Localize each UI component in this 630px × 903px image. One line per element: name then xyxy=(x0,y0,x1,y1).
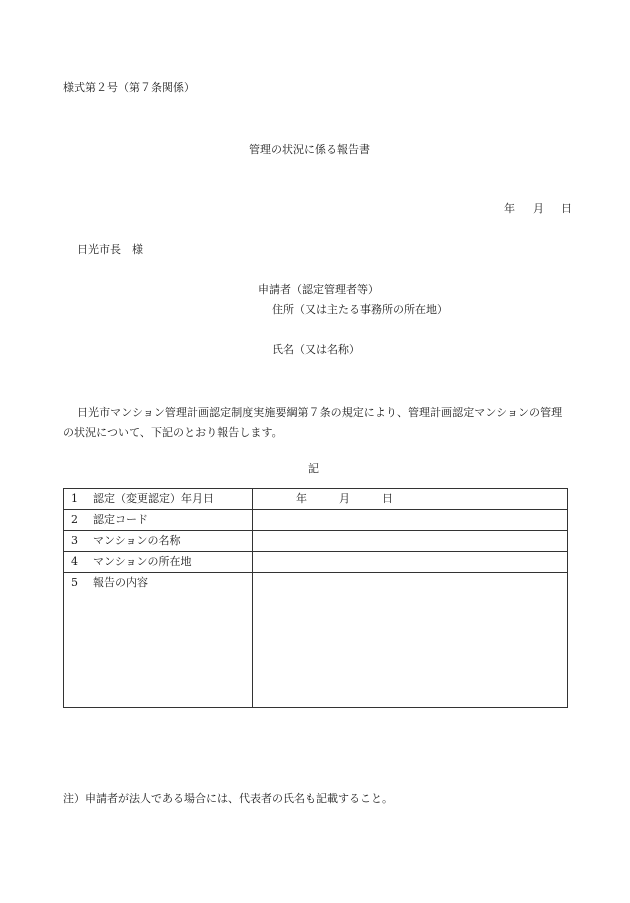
mansion-name-field[interactable] xyxy=(253,531,568,552)
ki-heading: 記 xyxy=(308,462,319,475)
row-label: 2 認定コード xyxy=(64,510,253,531)
date-line xyxy=(504,202,572,216)
certification-code-field[interactable] xyxy=(253,510,568,531)
date-month: 月 xyxy=(533,202,544,215)
row-label: 3 マンションの名称 xyxy=(64,531,253,552)
table-row xyxy=(64,573,568,708)
name-label: 氏名（又は名称） xyxy=(272,343,360,356)
body-text: 日光市マンション管理計画認定制度実施要綱第７条の規定により、管理計画認定マンションの管理の状況について、下記のとおり報告します。 xyxy=(63,406,563,439)
document-title: 管理の状況に係る報告書 xyxy=(249,143,370,156)
applicant-label: 申請者（認定管理者等） xyxy=(258,283,379,296)
certification-date-field[interactable]: 年 月 日 xyxy=(253,489,568,510)
row-label: 1 認定（変更認定）年月日 xyxy=(64,489,253,510)
row-label: 4 マンションの所在地 xyxy=(64,552,253,573)
report-content-field[interactable] xyxy=(253,573,568,708)
date-day: 日 xyxy=(561,202,572,215)
form-number: 様式第２号（第７条関係） xyxy=(63,81,195,94)
table-row xyxy=(64,531,568,552)
address-label: 住所（又は主たる事務所の所在地） xyxy=(272,303,448,316)
addressee: 日光市長 様 xyxy=(77,243,143,256)
row-label: 5 報告の内容 xyxy=(64,573,253,708)
table-row xyxy=(64,510,568,531)
report-table xyxy=(63,488,568,708)
date-year: 年 xyxy=(504,202,515,215)
table-row xyxy=(64,489,568,510)
mansion-address-field[interactable] xyxy=(253,552,568,573)
footnote: 注）申請者が法人である場合には、代表者の氏名も記載すること。 xyxy=(63,792,393,805)
table-row xyxy=(64,552,568,573)
